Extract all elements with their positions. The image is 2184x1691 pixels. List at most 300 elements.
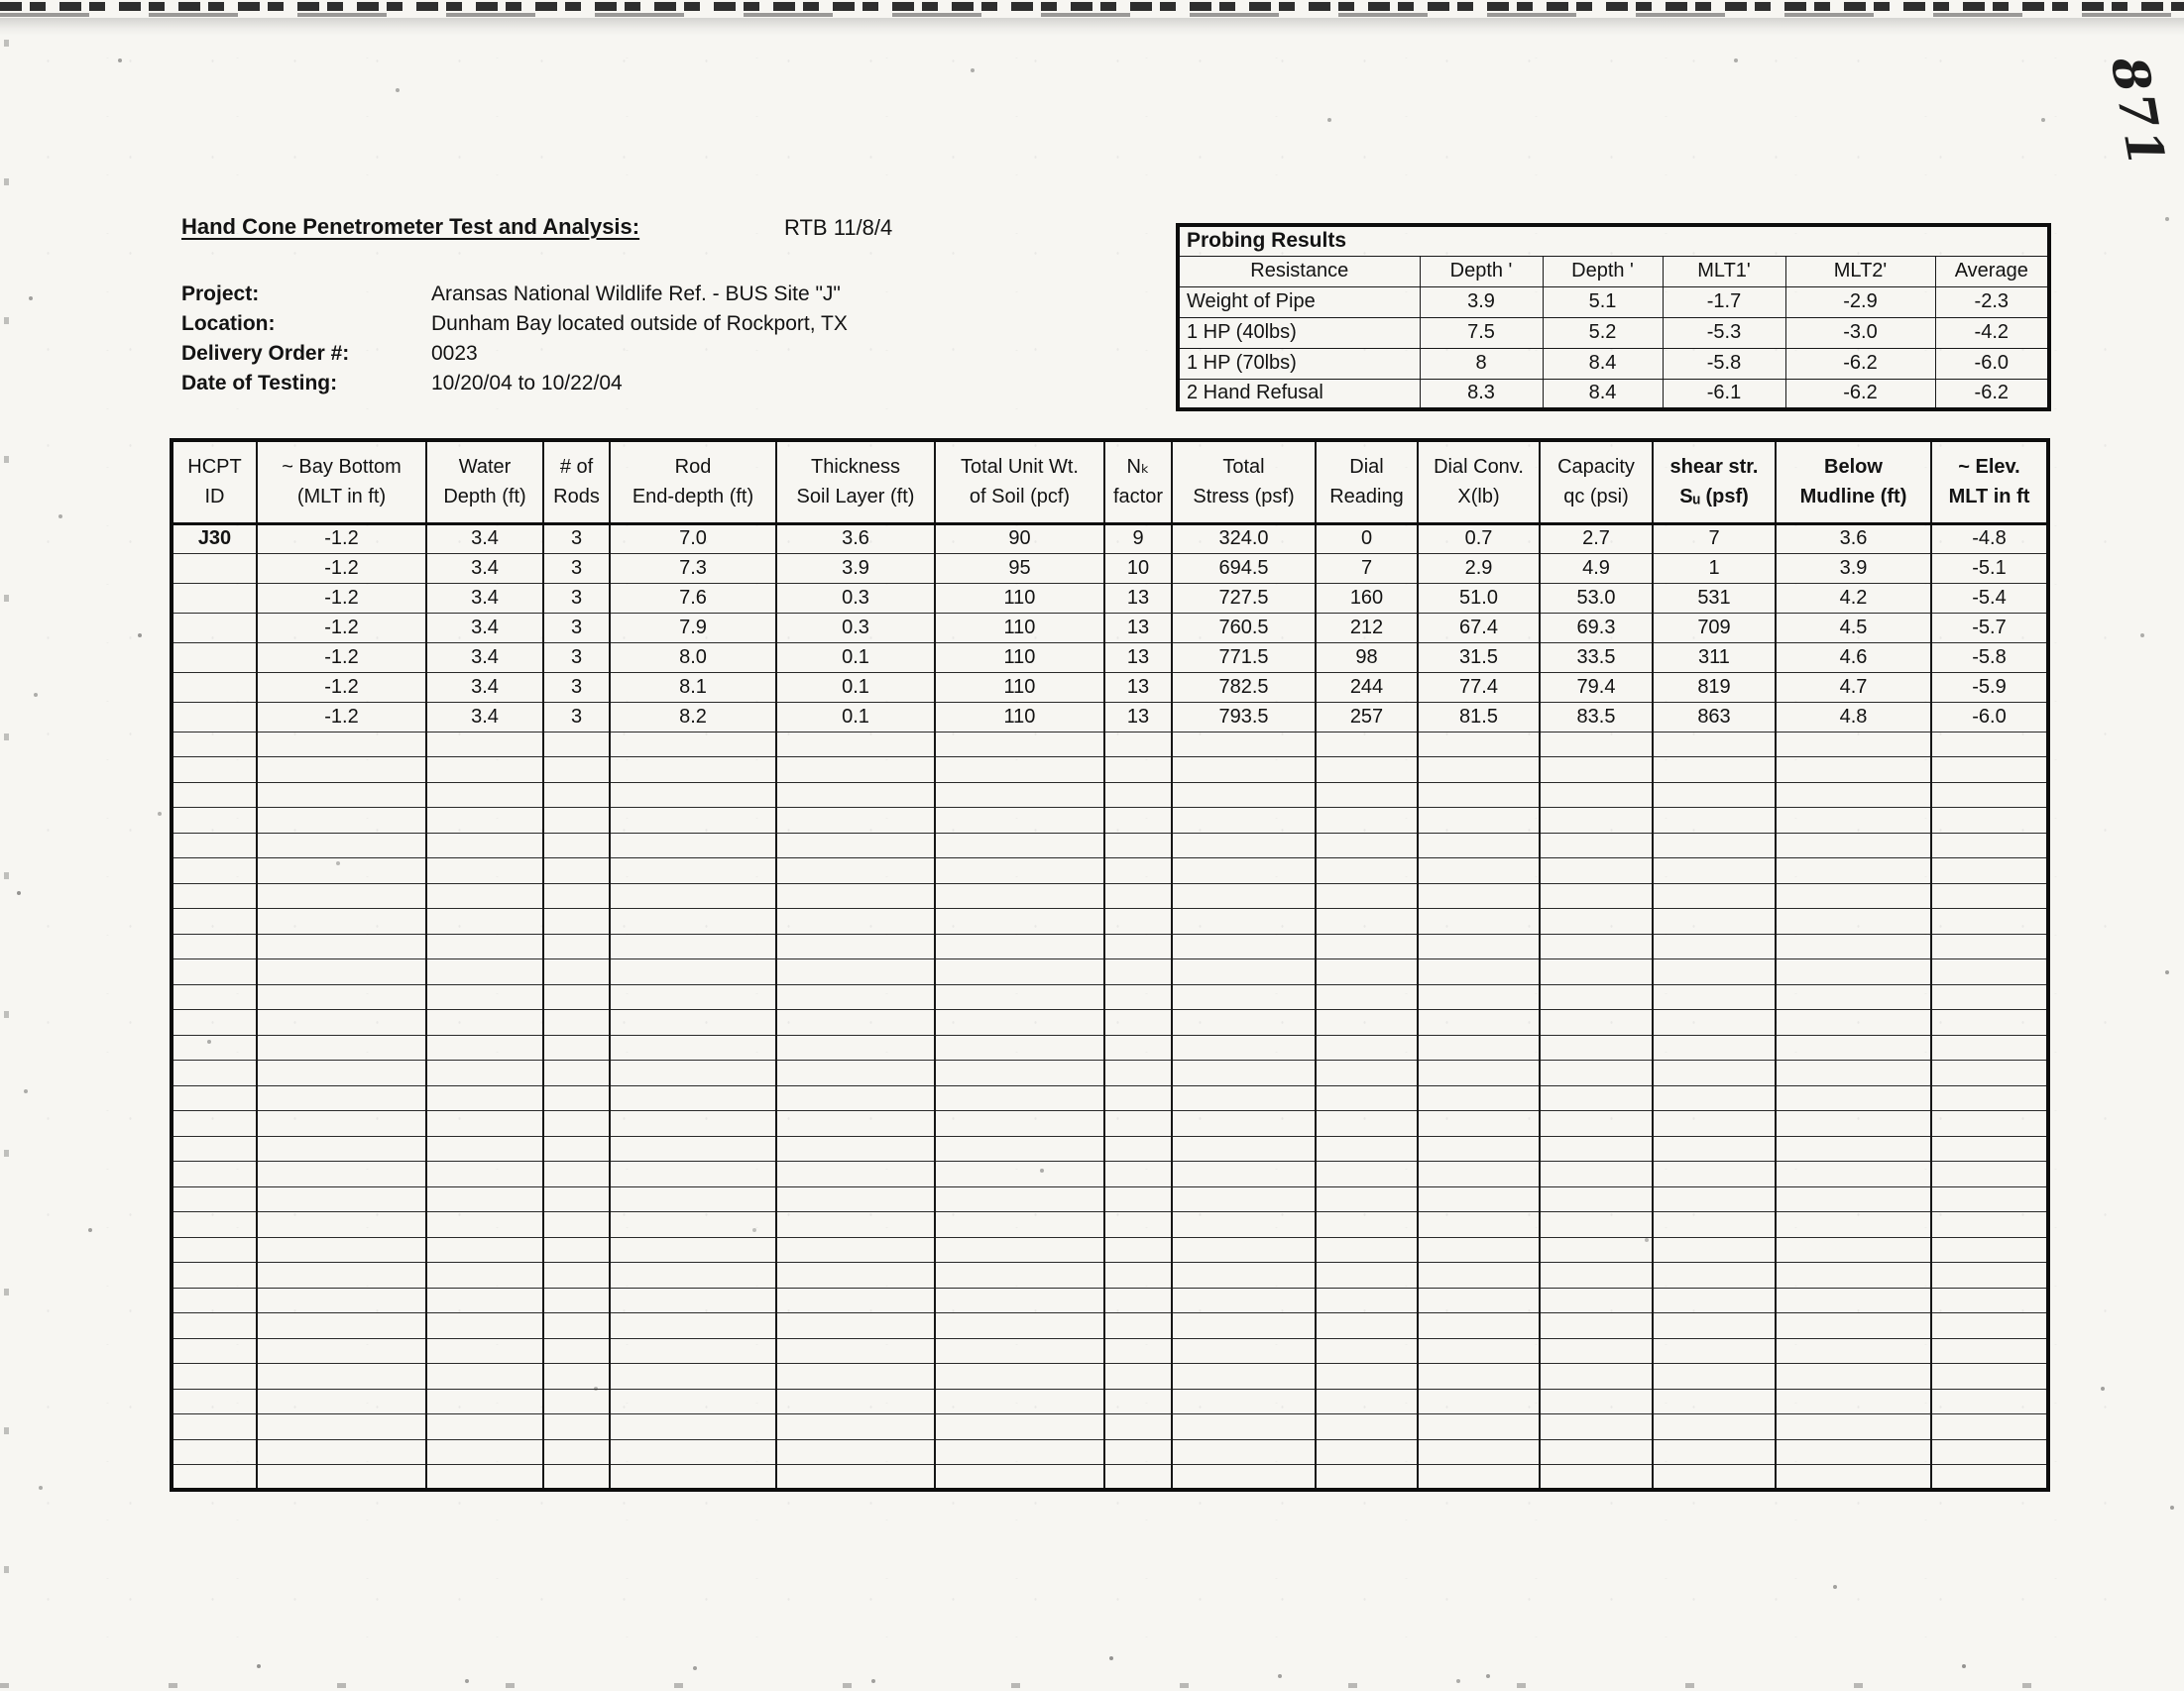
table-cell [1540, 757, 1653, 783]
table-cell [1653, 1263, 1776, 1289]
table-cell [1776, 1010, 1931, 1036]
table-cell: 3 [543, 642, 610, 672]
table-cell [935, 1186, 1104, 1212]
empty-row [172, 1263, 2048, 1289]
table-cell [776, 1035, 935, 1061]
table-cell [172, 1085, 257, 1111]
table-cell [1104, 1061, 1172, 1086]
table-cell [257, 1212, 426, 1238]
table-cell [1316, 732, 1418, 757]
handwritten-page-number: 871 [2099, 52, 2177, 173]
table-cell [172, 1061, 257, 1086]
table-cell [1776, 1338, 1931, 1364]
table-cell [426, 1389, 543, 1414]
table-cell: 8.0 [610, 642, 776, 672]
table-cell [776, 858, 935, 884]
table-cell: 3 [543, 672, 610, 702]
table-cell: 3 [543, 583, 610, 613]
table-cell [1931, 1389, 2048, 1414]
table-cell [1776, 1364, 1931, 1390]
table-cell [1653, 883, 1776, 909]
table-cell [172, 1010, 257, 1036]
table-cell: 3 [543, 523, 610, 553]
table-cell: 4.6 [1776, 642, 1931, 672]
table-cell [776, 1162, 935, 1187]
table-cell: 709 [1653, 613, 1776, 642]
table-cell [257, 1111, 426, 1137]
table-cell [426, 808, 543, 834]
table-cell [1776, 732, 1931, 757]
table-cell [1931, 1186, 2048, 1212]
table-cell [1931, 1136, 2048, 1162]
table-cell: 67.4 [1418, 613, 1540, 642]
project-info [181, 280, 848, 398]
table-cell [1776, 757, 1931, 783]
info-label: Delivery Order #: [181, 342, 350, 365]
table-cell: -1.7 [1663, 286, 1785, 317]
table-cell [1931, 1162, 2048, 1187]
table-cell: 3.4 [426, 642, 543, 672]
table-row [172, 553, 2048, 583]
table-cell [1104, 1212, 1172, 1238]
table-cell [1540, 1136, 1653, 1162]
table-cell [1776, 1263, 1931, 1289]
table-cell [1172, 1439, 1316, 1465]
table-cell [1540, 959, 1653, 985]
table-cell [1104, 858, 1172, 884]
table-cell [1316, 883, 1418, 909]
table-cell [1540, 1010, 1653, 1036]
probing-tbody [1178, 286, 2049, 409]
table-cell [1172, 1162, 1316, 1187]
table-cell [935, 1439, 1104, 1465]
table-cell [1172, 858, 1316, 884]
probing-header-row [1178, 256, 2049, 286]
table-cell [1418, 1162, 1540, 1187]
table-cell [1172, 1338, 1316, 1364]
table-cell [1172, 1414, 1316, 1440]
table-cell [1540, 1237, 1653, 1263]
column-header-line2: factor [1112, 486, 1164, 508]
table-cell [543, 757, 610, 783]
table-cell [1316, 1212, 1418, 1238]
table-cell [543, 1389, 610, 1414]
table-cell [935, 1263, 1104, 1289]
column-header [1776, 440, 1931, 523]
table-cell [543, 1212, 610, 1238]
table-cell [610, 1338, 776, 1364]
table-cell [1931, 858, 2048, 884]
table-cell [172, 934, 257, 959]
table-cell [1540, 858, 1653, 884]
table-cell: 4.9 [1540, 553, 1653, 583]
table-cell [935, 808, 1104, 834]
table-cell [1418, 732, 1540, 757]
table-cell [172, 1313, 257, 1339]
table-cell [1653, 934, 1776, 959]
column-header-line1: Total [1222, 456, 1265, 479]
table-cell [1316, 1237, 1418, 1263]
table-cell: 863 [1653, 702, 1776, 732]
table-cell [1776, 1237, 1931, 1263]
probing-thead [1178, 225, 2049, 286]
table-cell [1418, 1035, 1540, 1061]
table-cell [1172, 1085, 1316, 1111]
table-cell [1418, 1313, 1540, 1339]
table-cell [426, 934, 543, 959]
column-header-line1: # of [559, 456, 594, 479]
table-cell [257, 1085, 426, 1111]
table-cell [1931, 1010, 2048, 1036]
table-cell [1540, 1338, 1653, 1364]
table-cell [1540, 1186, 1653, 1212]
table-cell [257, 984, 426, 1010]
table-cell [426, 1035, 543, 1061]
table-cell [1316, 1288, 1418, 1313]
table-cell [610, 1364, 776, 1390]
table-cell [257, 1389, 426, 1414]
table-cell: 7.3 [610, 553, 776, 583]
table-cell [935, 1162, 1104, 1187]
table-cell [1931, 959, 2048, 985]
table-cell [1104, 1186, 1172, 1212]
column-header: MLT1' [1663, 256, 1785, 286]
table-cell [1172, 1364, 1316, 1390]
table-cell [935, 1085, 1104, 1111]
table-cell [1418, 1061, 1540, 1086]
table-cell [1104, 833, 1172, 858]
empty-row [172, 1186, 2048, 1212]
table-cell [1776, 808, 1931, 834]
table-cell [776, 1414, 935, 1440]
table-cell [257, 1035, 426, 1061]
table-cell [543, 1439, 610, 1465]
table-cell [172, 1263, 257, 1289]
table-cell [1540, 1061, 1653, 1086]
document-title: Hand Cone Penetrometer Test and Analysis: [181, 214, 640, 239]
table-cell [172, 1035, 257, 1061]
table-cell [1316, 782, 1418, 808]
info-value: Dunham Bay located outside of Rockport, TX [431, 312, 848, 335]
table-cell [257, 1439, 426, 1465]
empty-row [172, 959, 2048, 985]
table-cell [1104, 959, 1172, 985]
table-cell [426, 984, 543, 1010]
table-cell [1104, 1111, 1172, 1137]
table-cell [543, 833, 610, 858]
column-header [1540, 440, 1653, 523]
scan-noise-specks [0, 0, 2, 2]
table-cell: 3 [543, 553, 610, 583]
table-cell [935, 782, 1104, 808]
table-cell [1931, 732, 2048, 757]
table-cell [610, 1288, 776, 1313]
table-cell [1540, 1111, 1653, 1137]
table-cell [1316, 984, 1418, 1010]
table-cell [1653, 1313, 1776, 1339]
table-cell [776, 1364, 935, 1390]
table-cell [1776, 1313, 1931, 1339]
empty-row [172, 1364, 2048, 1390]
table-cell [610, 1237, 776, 1263]
table-cell [1418, 883, 1540, 909]
info-label: Date of Testing: [181, 372, 338, 395]
table-cell [1104, 1288, 1172, 1313]
table-cell: 7.9 [610, 613, 776, 642]
table-cell [543, 1414, 610, 1440]
table-cell [776, 1136, 935, 1162]
table-cell [543, 934, 610, 959]
table-cell [610, 984, 776, 1010]
table-cell [1540, 1212, 1653, 1238]
empty-row [172, 1010, 2048, 1036]
table-cell [1316, 858, 1418, 884]
table-cell: 0.3 [776, 583, 935, 613]
table-cell [543, 1136, 610, 1162]
table-cell [1172, 909, 1316, 935]
table-cell [1418, 1085, 1540, 1111]
table-cell [1172, 833, 1316, 858]
table-cell [935, 1136, 1104, 1162]
empty-row [172, 1035, 2048, 1061]
table-cell [543, 883, 610, 909]
table-cell [1653, 782, 1776, 808]
table-cell [1653, 1212, 1776, 1238]
table-cell [1104, 909, 1172, 935]
column-header-line2: End-depth (ft) [632, 486, 754, 508]
table-cell: 8.3 [1420, 379, 1543, 409]
table-cell [172, 1237, 257, 1263]
table-cell: 4.2 [1776, 583, 1931, 613]
column-header-line1: Below [1824, 456, 1883, 479]
table-cell [543, 909, 610, 935]
table-cell: 771.5 [1172, 642, 1316, 672]
table-cell [172, 672, 257, 702]
table-cell [1931, 757, 2048, 783]
table-cell [1316, 1338, 1418, 1364]
table-cell: 257 [1316, 702, 1418, 732]
table-cell [543, 732, 610, 757]
table-cell: -1.2 [257, 672, 426, 702]
table-cell: 311 [1653, 642, 1776, 672]
table-cell [935, 1414, 1104, 1440]
table-cell [1653, 858, 1776, 884]
column-header [543, 440, 610, 523]
info-line [181, 280, 848, 309]
table-cell [1418, 1439, 1540, 1465]
table-cell [1104, 1313, 1172, 1339]
table-cell [1316, 1162, 1418, 1187]
table-cell [935, 1010, 1104, 1036]
table-cell [257, 1237, 426, 1263]
table-cell [1653, 1186, 1776, 1212]
table-cell [257, 959, 426, 985]
table-cell [257, 833, 426, 858]
main-table [170, 438, 2050, 1492]
table-cell: 5.1 [1543, 286, 1663, 317]
table-cell [610, 1439, 776, 1465]
table-cell [172, 583, 257, 613]
table-cell [935, 1288, 1104, 1313]
table-cell [1316, 1389, 1418, 1414]
table-cell: 212 [1316, 613, 1418, 642]
table-cell [1653, 1465, 1776, 1491]
empty-row [172, 984, 2048, 1010]
table-cell [935, 1212, 1104, 1238]
table-cell [1418, 934, 1540, 959]
table-cell [1653, 808, 1776, 834]
table-cell [610, 934, 776, 959]
table-cell: -1.2 [257, 702, 426, 732]
table-cell [426, 1414, 543, 1440]
table-cell: -2.3 [1935, 286, 2049, 317]
empty-row [172, 1313, 2048, 1339]
table-cell [1540, 1364, 1653, 1390]
table-cell [1316, 833, 1418, 858]
table-cell [1776, 959, 1931, 985]
table-cell: 2 Hand Refusal [1178, 379, 1420, 409]
table-cell [776, 909, 935, 935]
table-cell [1418, 1465, 1540, 1491]
table-cell [610, 1212, 776, 1238]
column-header-line1: ~ Bay Bottom [282, 456, 402, 479]
table-cell [1316, 1061, 1418, 1086]
empty-row [172, 1465, 2048, 1491]
table-cell [543, 1364, 610, 1390]
table-cell [172, 1364, 257, 1390]
table-cell [1172, 1136, 1316, 1162]
table-cell [776, 1389, 935, 1414]
table-cell [1316, 1414, 1418, 1440]
table-cell: -2.9 [1785, 286, 1935, 317]
table-cell [1653, 1085, 1776, 1111]
table-cell: 8.2 [610, 702, 776, 732]
table-cell [1931, 1414, 2048, 1440]
table-cell [935, 1389, 1104, 1414]
table-cell [543, 1010, 610, 1036]
table-cell [1540, 934, 1653, 959]
table-cell [1653, 1111, 1776, 1137]
column-header-line2: qc (psi) [1563, 486, 1629, 508]
table-cell: 793.5 [1172, 702, 1316, 732]
table-cell [610, 808, 776, 834]
empty-row [172, 833, 2048, 858]
table-cell [1540, 883, 1653, 909]
table-cell [610, 959, 776, 985]
table-cell [610, 1313, 776, 1339]
table-cell [257, 782, 426, 808]
table-cell [257, 1364, 426, 1390]
table-cell [1316, 959, 1418, 985]
table-row [172, 613, 2048, 642]
empty-row [172, 1237, 2048, 1263]
empty-row [172, 1414, 2048, 1440]
table-cell [426, 1288, 543, 1313]
table-cell [1776, 1162, 1931, 1187]
table-cell: 33.5 [1540, 642, 1653, 672]
table-cell [776, 1186, 935, 1212]
table-cell [1776, 1061, 1931, 1086]
table-cell [1931, 1263, 2048, 1289]
table-cell [426, 1085, 543, 1111]
table-cell [776, 1439, 935, 1465]
table-cell: -4.2 [1935, 317, 2049, 348]
empty-row [172, 732, 2048, 757]
info-label: Project: [181, 282, 260, 305]
table-cell: 8.4 [1543, 379, 1663, 409]
table-cell: 3 [543, 613, 610, 642]
table-cell [1316, 808, 1418, 834]
table-cell [1104, 782, 1172, 808]
table-cell: 13 [1104, 613, 1172, 642]
table-cell [426, 1237, 543, 1263]
empty-row [172, 1136, 2048, 1162]
table-cell [1104, 1414, 1172, 1440]
table-cell [1172, 883, 1316, 909]
column-header-line1: Nₖ [1126, 456, 1150, 479]
table-cell [426, 1313, 543, 1339]
table-cell [543, 1465, 610, 1491]
column-header-line2: Soil Layer (ft) [796, 486, 915, 508]
table-cell [426, 883, 543, 909]
empty-row [172, 1288, 2048, 1313]
table-cell [172, 613, 257, 642]
table-cell: 10 [1104, 553, 1172, 583]
table-cell [935, 1111, 1104, 1137]
table-cell [1104, 1035, 1172, 1061]
table-cell [172, 909, 257, 935]
table-cell [1418, 1237, 1540, 1263]
table-cell [610, 1010, 776, 1036]
table-cell [1540, 1162, 1653, 1187]
table-cell: -6.1 [1663, 379, 1785, 409]
table-cell [1418, 858, 1540, 884]
table-cell [426, 1364, 543, 1390]
table-cell [257, 1288, 426, 1313]
table-cell [776, 808, 935, 834]
table-cell: 0.1 [776, 642, 935, 672]
table-cell [1931, 1237, 2048, 1263]
table-cell: 4.8 [1776, 702, 1931, 732]
table-cell [257, 858, 426, 884]
table-cell [1540, 732, 1653, 757]
table-cell [543, 1085, 610, 1111]
table-cell [776, 1010, 935, 1036]
table-cell [543, 1061, 610, 1086]
table-cell: 1 HP (70lbs) [1178, 348, 1420, 379]
table-cell [543, 1313, 610, 1339]
table-cell [1776, 858, 1931, 884]
table-cell [1172, 1465, 1316, 1491]
table-cell [610, 782, 776, 808]
table-cell [1316, 1035, 1418, 1061]
table-cell [1540, 1288, 1653, 1313]
table-cell: 0.1 [776, 702, 935, 732]
column-header-line1: Dial [1349, 456, 1384, 479]
table-row [1178, 348, 2049, 379]
table-row [1178, 379, 2049, 409]
table-cell [776, 1263, 935, 1289]
table-cell [1104, 1263, 1172, 1289]
table-cell: 53.0 [1540, 583, 1653, 613]
table-cell [426, 1465, 543, 1491]
table-cell [1104, 1010, 1172, 1036]
table-cell [257, 1414, 426, 1440]
table-cell: 3.9 [1776, 553, 1931, 583]
scan-gray-band [0, 18, 2184, 36]
table-cell [172, 1465, 257, 1491]
column-header-line1: HCPT [187, 456, 242, 479]
